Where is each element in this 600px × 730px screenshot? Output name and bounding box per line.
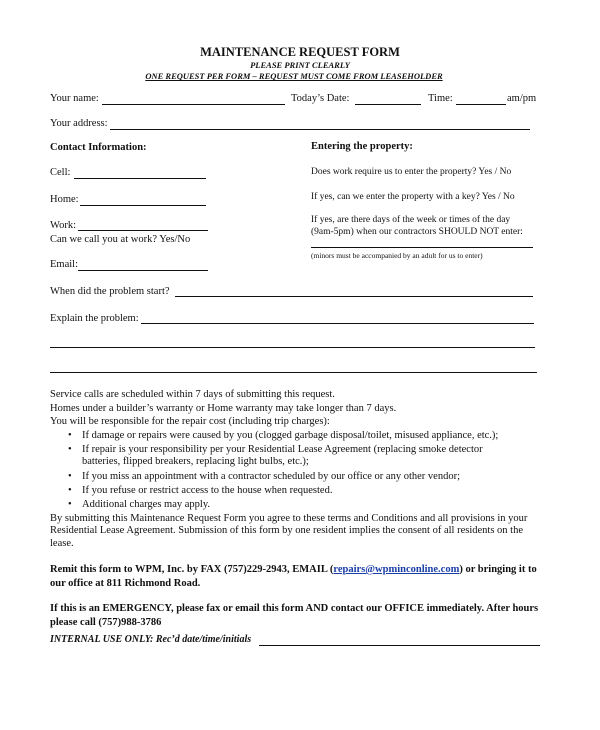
minors-note: (minors must be accompanied by an adult for us to enter) [311,251,483,260]
enter-with-key-question: If yes, can we enter the property with a key? Yes / No [311,192,515,202]
entering-property-heading: Entering the property: [311,141,413,152]
form-title: MAINTENANCE REQUEST FORM [200,45,400,59]
enter-property-question: Does work require us to enter the property? Yes / No [311,167,512,177]
terms-responsibility: You will be responsible for the repair cost (including trip charges): [50,416,330,427]
terms-bullet-text: Additional charges may apply. [82,499,211,510]
work-label: Work: [50,220,76,231]
your-address-field[interactable] [110,129,530,130]
cell-label: Cell: [50,167,71,178]
your-address-label: Your address: [50,118,108,129]
remit-text-before: Remit this form to WPM, Inc. by FAX (757)229-2943, EMAIL ( [50,564,334,575]
ampm-label: am/pm [507,93,537,104]
call-at-work-question: Can we call you at work? Yes/No [50,234,191,245]
terms-bullet-text: If you miss an appointment with a contractor scheduled by our office or any other vendor; [82,471,460,482]
explain-problem-label: Explain the problem: [50,313,139,324]
bullet-icon: • [68,430,72,441]
home-label: Home: [50,194,79,205]
cell-field[interactable] [74,178,206,179]
explain-problem-field-3[interactable] [50,372,537,373]
home-field[interactable] [80,205,206,206]
your-name-label: Your name: [50,93,99,104]
form-subtitle: PLEASE PRINT CLEARLY [250,60,350,70]
todays-date-label: Today’s Date: [291,93,350,104]
todays-date-field[interactable] [355,104,421,105]
bullet-icon: • [68,499,72,510]
restricted-times-field[interactable] [311,247,533,248]
terms-bullet-text: If damage or repairs were caused by you (clogged garbage disposal/toilet, misused appliance, etc.); [82,430,499,441]
contact-information-heading: Contact Information: [50,142,147,153]
time-field[interactable] [456,104,506,105]
problem-start-field[interactable] [175,296,533,297]
remit-instructions [50,563,542,591]
bullet-icon: • [68,444,72,455]
bullet-icon: • [68,471,72,482]
explain-problem-field-2[interactable] [50,347,535,348]
explain-problem-field-1[interactable] [141,323,534,324]
email-label: Email: [50,259,78,270]
problem-start-label: When did the problem start? [50,286,170,297]
form-notice: ONE REQUEST PER FORM – REQUEST MUST COME FROM LEASEHOLDER [145,71,443,81]
bullet-icon: • [68,485,72,496]
restricted-times-question: If yes, are there days of the week or times of the day [311,215,511,225]
work-field[interactable] [78,230,208,231]
internal-use-field[interactable] [259,645,540,646]
terms-bullet-text: If repair is your responsibility per your Residential Lease Agreement (replacing smoke detector batteries, flipped breakers, replacing light bulbs, etc.); [82,444,483,468]
terms-agreement: By submitting this Maintenance Request Form you agree to these terms and Conditions and all provisions in your Residential Lease Agreement. Submission of this form by one resident implies the consent of all residents on the lease. [50,513,528,549]
repairs-email-link[interactable]: repairs@wpminconline.com [333,564,460,575]
restricted-times-question-cont: (9am-5pm) when our contractors SHOULD NOT enter: [311,227,523,237]
emergency-instructions: If this is an EMERGENCY, please fax or email this form AND contact our OFFICE immediately. After hours please call (757)988-3786 [50,603,539,628]
remit-text-after: ) or bringing it to our office at 811 Richmond Road. [50,564,537,589]
internal-use-label: INTERNAL USE ONLY: Rec’d date/time/initials [50,634,252,645]
email-field[interactable] [78,270,208,271]
terms-scheduling: Service calls are scheduled within 7 days of submitting this request. [50,389,335,400]
time-label: Time: [428,93,453,104]
your-name-field[interactable] [102,104,285,105]
terms-bullet-text: If you refuse or restrict access to the house when requested. [82,485,333,496]
terms-warranty: Homes under a builder’s warranty or Home warranty may take longer than 7 days. [50,403,397,414]
